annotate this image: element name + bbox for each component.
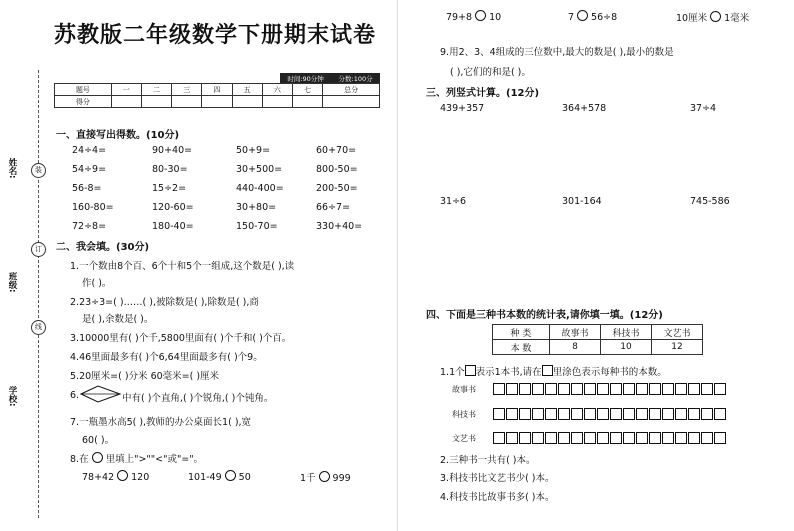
- color-box[interactable]: [597, 383, 609, 395]
- question-1-line-2: 作( )。: [82, 278, 112, 289]
- color-box[interactable]: [545, 432, 557, 444]
- color-box[interactable]: [649, 432, 661, 444]
- color-box[interactable]: [584, 383, 596, 395]
- circle-blank-icon[interactable]: [117, 470, 128, 481]
- color-box[interactable]: [597, 408, 609, 420]
- compare-right: 999: [332, 473, 351, 484]
- score-cell: 题号: [55, 84, 112, 96]
- calc-item: 66÷7=: [316, 202, 351, 213]
- score-cell: 得分: [55, 96, 112, 108]
- school-label: 学校:: [7, 386, 17, 407]
- book-table-row: [493, 340, 703, 355]
- compare-right: 120: [131, 472, 150, 483]
- color-box[interactable]: [506, 432, 518, 444]
- color-box[interactable]: [636, 383, 648, 395]
- color-box[interactable]: [714, 432, 726, 444]
- score-cell[interactable]: [141, 96, 171, 108]
- q4-1-part: 表示1本书,请在: [475, 367, 542, 378]
- question-2-line-2: 是( ),余数是( )。: [82, 314, 154, 325]
- color-box[interactable]: [532, 432, 544, 444]
- question-4-2: 2.三种书一共有( )本。: [440, 455, 536, 466]
- color-box[interactable]: [558, 408, 570, 420]
- calc-item: 54÷9=: [72, 164, 107, 175]
- color-box[interactable]: [532, 383, 544, 395]
- q4-1-part: 1.1个: [440, 367, 465, 378]
- score-cell: 四: [202, 84, 232, 96]
- exam-score: 分数:100分: [338, 74, 373, 83]
- color-box[interactable]: [558, 432, 570, 444]
- question-4-1: [440, 364, 667, 378]
- class-label: 班级:: [7, 272, 17, 293]
- color-box[interactable]: [701, 432, 713, 444]
- book-table-header: [493, 325, 703, 340]
- exam-time: 时间:90分钟: [287, 74, 324, 83]
- score-cell[interactable]: [202, 96, 232, 108]
- grid-label-science: 科技书: [452, 410, 476, 419]
- binding-dot: 线: [31, 320, 46, 335]
- compare-right: 56÷8: [591, 12, 618, 23]
- calc-item: 330+40=: [316, 221, 363, 232]
- table-cell: 故事书: [550, 325, 601, 340]
- section-3-title: 三、列竖式计算。(12分): [426, 88, 540, 99]
- compare-left: 7: [568, 12, 575, 23]
- score-cell[interactable]: [323, 96, 380, 108]
- binding-dot: 装: [31, 163, 46, 178]
- score-cell: 三: [172, 84, 202, 96]
- question-9-line-2: ( ),它们的和是( )。: [450, 67, 531, 78]
- color-box[interactable]: [545, 408, 557, 420]
- question-7-line-2: 60( )。: [82, 435, 115, 446]
- compare-right: 10: [489, 12, 502, 23]
- color-box[interactable]: [584, 408, 596, 420]
- color-box[interactable]: [623, 408, 635, 420]
- score-cell[interactable]: [292, 96, 322, 108]
- vertical-calc-item: 364+578: [562, 103, 607, 114]
- table-cell: 种 类: [493, 325, 550, 340]
- calc-item: 72÷8=: [72, 221, 107, 232]
- compare-item: [82, 470, 149, 483]
- circle-blank-icon[interactable]: [577, 10, 588, 21]
- color-box[interactable]: [493, 408, 505, 420]
- color-box[interactable]: [545, 383, 557, 395]
- score-cell: 一: [111, 84, 141, 96]
- grid-label-literature: 文艺书: [452, 434, 476, 443]
- section-2-title: 二、我会填。(30分): [56, 242, 150, 253]
- q4-1-part: 里涂色表示每种书的本数。: [552, 367, 667, 378]
- color-box[interactable]: [662, 383, 674, 395]
- name-label: 姓名:: [7, 158, 17, 179]
- question-8-prefix: 8.在: [70, 454, 89, 465]
- compare-left: 101-49: [188, 472, 222, 483]
- score-cell: 六: [262, 84, 292, 96]
- score-cell[interactable]: [262, 96, 292, 108]
- literature-book-boxes: [493, 432, 726, 444]
- color-box[interactable]: [558, 383, 570, 395]
- color-box[interactable]: [636, 408, 648, 420]
- score-table: [54, 83, 380, 108]
- square-box-icon: [542, 365, 553, 376]
- question-2-line-1: 2.23÷3=( )……( ),被除数是( ),除数是( ),商: [70, 297, 259, 308]
- color-box[interactable]: [519, 408, 531, 420]
- question-3: 3.10000里有( )个千,5800里面有( )个千和( )个百。: [70, 333, 292, 344]
- color-box[interactable]: [688, 383, 700, 395]
- color-box[interactable]: [571, 383, 583, 395]
- question-5: 5.20厘米=( )分米 60毫米=( )厘米: [70, 371, 220, 382]
- color-box[interactable]: [571, 432, 583, 444]
- color-box[interactable]: [610, 408, 622, 420]
- color-box[interactable]: [493, 432, 505, 444]
- question-8: [70, 451, 203, 465]
- compare-right: 1毫米: [724, 13, 750, 24]
- circle-blank-icon[interactable]: [225, 470, 236, 481]
- question-9-line-1: 9.用2、3、4组成的三位数中,最大的数是( ),最小的数是: [440, 47, 674, 58]
- color-box[interactable]: [675, 383, 687, 395]
- question-6-number: 6.: [70, 390, 80, 401]
- color-box[interactable]: [701, 383, 713, 395]
- color-box[interactable]: [675, 432, 687, 444]
- color-box[interactable]: [688, 432, 700, 444]
- calc-item: 150-70=: [236, 221, 278, 232]
- compare-left: 78+42: [82, 472, 115, 483]
- color-box[interactable]: [636, 432, 648, 444]
- compare-item: [676, 10, 749, 24]
- book-stats-table: [492, 324, 703, 355]
- compare-left: 79+8: [446, 12, 473, 23]
- compare-item: [188, 470, 251, 483]
- color-box[interactable]: [688, 408, 700, 420]
- color-box[interactable]: [701, 408, 713, 420]
- vertical-calc-item: 439+357: [440, 103, 485, 114]
- calc-item: 15÷2=: [152, 183, 187, 194]
- vertical-calc-item: 31÷6: [440, 196, 467, 207]
- calc-item: 800-50=: [316, 164, 358, 175]
- color-box[interactable]: [675, 408, 687, 420]
- page-divider: [397, 0, 398, 531]
- section-1-title: 一、直接写出得数。(10分): [56, 130, 180, 141]
- calc-item: 24÷4=: [72, 145, 107, 156]
- vertical-calc-item: 37÷4: [690, 103, 717, 114]
- color-box[interactable]: [571, 408, 583, 420]
- color-box[interactable]: [506, 408, 518, 420]
- question-4-4: 4.科技书比故事书多( )本。: [440, 492, 555, 503]
- color-box[interactable]: [519, 432, 531, 444]
- calc-item: 56-8=: [72, 183, 102, 194]
- question-4-3: 3.科技书比文艺书少( )本。: [440, 473, 555, 484]
- vertical-calc-item: 745-586: [690, 196, 730, 207]
- quadrilateral-figure: [80, 384, 122, 404]
- compare-right: 50: [238, 472, 251, 483]
- question-6: 中有( )个直角,( )个锐角,( )个钝角。: [122, 393, 274, 404]
- color-box[interactable]: [649, 383, 661, 395]
- compare-item: [446, 10, 501, 23]
- score-cell: 五: [232, 84, 262, 96]
- calc-item: 30+80=: [236, 202, 277, 213]
- square-box-icon: [465, 365, 476, 376]
- page-title: 苏教版二年级数学下册期末试卷: [54, 22, 377, 48]
- color-box[interactable]: [623, 432, 635, 444]
- circle-blank-icon[interactable]: [319, 471, 330, 482]
- binding-dot: 订: [31, 242, 46, 257]
- color-box[interactable]: [649, 408, 661, 420]
- calc-item: 200-50=: [316, 183, 358, 194]
- exam-info-bar: [280, 73, 380, 83]
- calc-item: 180-40=: [152, 221, 194, 232]
- calc-item: 60+70=: [316, 145, 357, 156]
- color-box[interactable]: [623, 383, 635, 395]
- table-cell: 文艺书: [652, 325, 703, 340]
- binding-line: [38, 70, 39, 518]
- score-cell: 七: [292, 84, 322, 96]
- table-cell: 科技书: [601, 325, 652, 340]
- question-8-instruction: 里填上">""<"或"="。: [105, 454, 204, 465]
- color-box[interactable]: [584, 432, 596, 444]
- question-7-line-1: 7.一瓶墨水高5( ),教师的办公桌面长1( ),宽: [70, 417, 252, 428]
- science-book-boxes: [493, 408, 726, 420]
- compare-item: [300, 470, 351, 484]
- score-cell[interactable]: [111, 96, 141, 108]
- table-cell: 本 数: [493, 340, 550, 355]
- color-box[interactable]: [519, 383, 531, 395]
- vertical-calc-item: 301-164: [562, 196, 602, 207]
- circle-blank-icon[interactable]: [710, 11, 721, 22]
- calc-item: 30+500=: [236, 164, 283, 175]
- circle-blank-icon[interactable]: [475, 10, 486, 21]
- color-box[interactable]: [493, 383, 505, 395]
- question-4: 4.46里面最多有( )个6,64里面最多有( )个9。: [70, 352, 263, 363]
- compare-left: 10厘米: [676, 13, 708, 24]
- table-cell: 12: [652, 340, 703, 355]
- score-table-score-row: [55, 96, 380, 108]
- color-box[interactable]: [506, 383, 518, 395]
- circle-blank-icon: [92, 452, 103, 463]
- calc-item: 50+9=: [236, 145, 271, 156]
- color-box[interactable]: [714, 383, 726, 395]
- story-book-boxes: [493, 383, 726, 395]
- color-box[interactable]: [532, 408, 544, 420]
- score-cell[interactable]: [232, 96, 262, 108]
- color-box[interactable]: [597, 432, 609, 444]
- score-cell: 总分: [323, 84, 380, 96]
- grid-label-story: 故事书: [452, 385, 476, 394]
- calc-item: 90+40=: [152, 145, 193, 156]
- question-1-line-1: 1.一个数由8个百、6个十和5个一组成,这个数是( ),读: [70, 261, 295, 272]
- color-box[interactable]: [714, 408, 726, 420]
- compare-left: 1千: [300, 473, 316, 484]
- color-box[interactable]: [662, 408, 674, 420]
- color-box[interactable]: [610, 383, 622, 395]
- color-box[interactable]: [610, 432, 622, 444]
- color-box[interactable]: [662, 432, 674, 444]
- table-cell: 10: [601, 340, 652, 355]
- section-4-title: 四、下面是三种书本数的统计表,请你填一填。(12分): [426, 310, 663, 321]
- score-cell: 二: [141, 84, 171, 96]
- calc-item: 80-30=: [152, 164, 188, 175]
- score-table-header-row: [55, 84, 380, 96]
- calc-item: 440-400=: [236, 183, 284, 194]
- calc-item: 160-80=: [72, 202, 114, 213]
- calc-item: 120-60=: [152, 202, 194, 213]
- table-cell: 8: [550, 340, 601, 355]
- score-cell[interactable]: [172, 96, 202, 108]
- compare-item: [568, 10, 617, 23]
